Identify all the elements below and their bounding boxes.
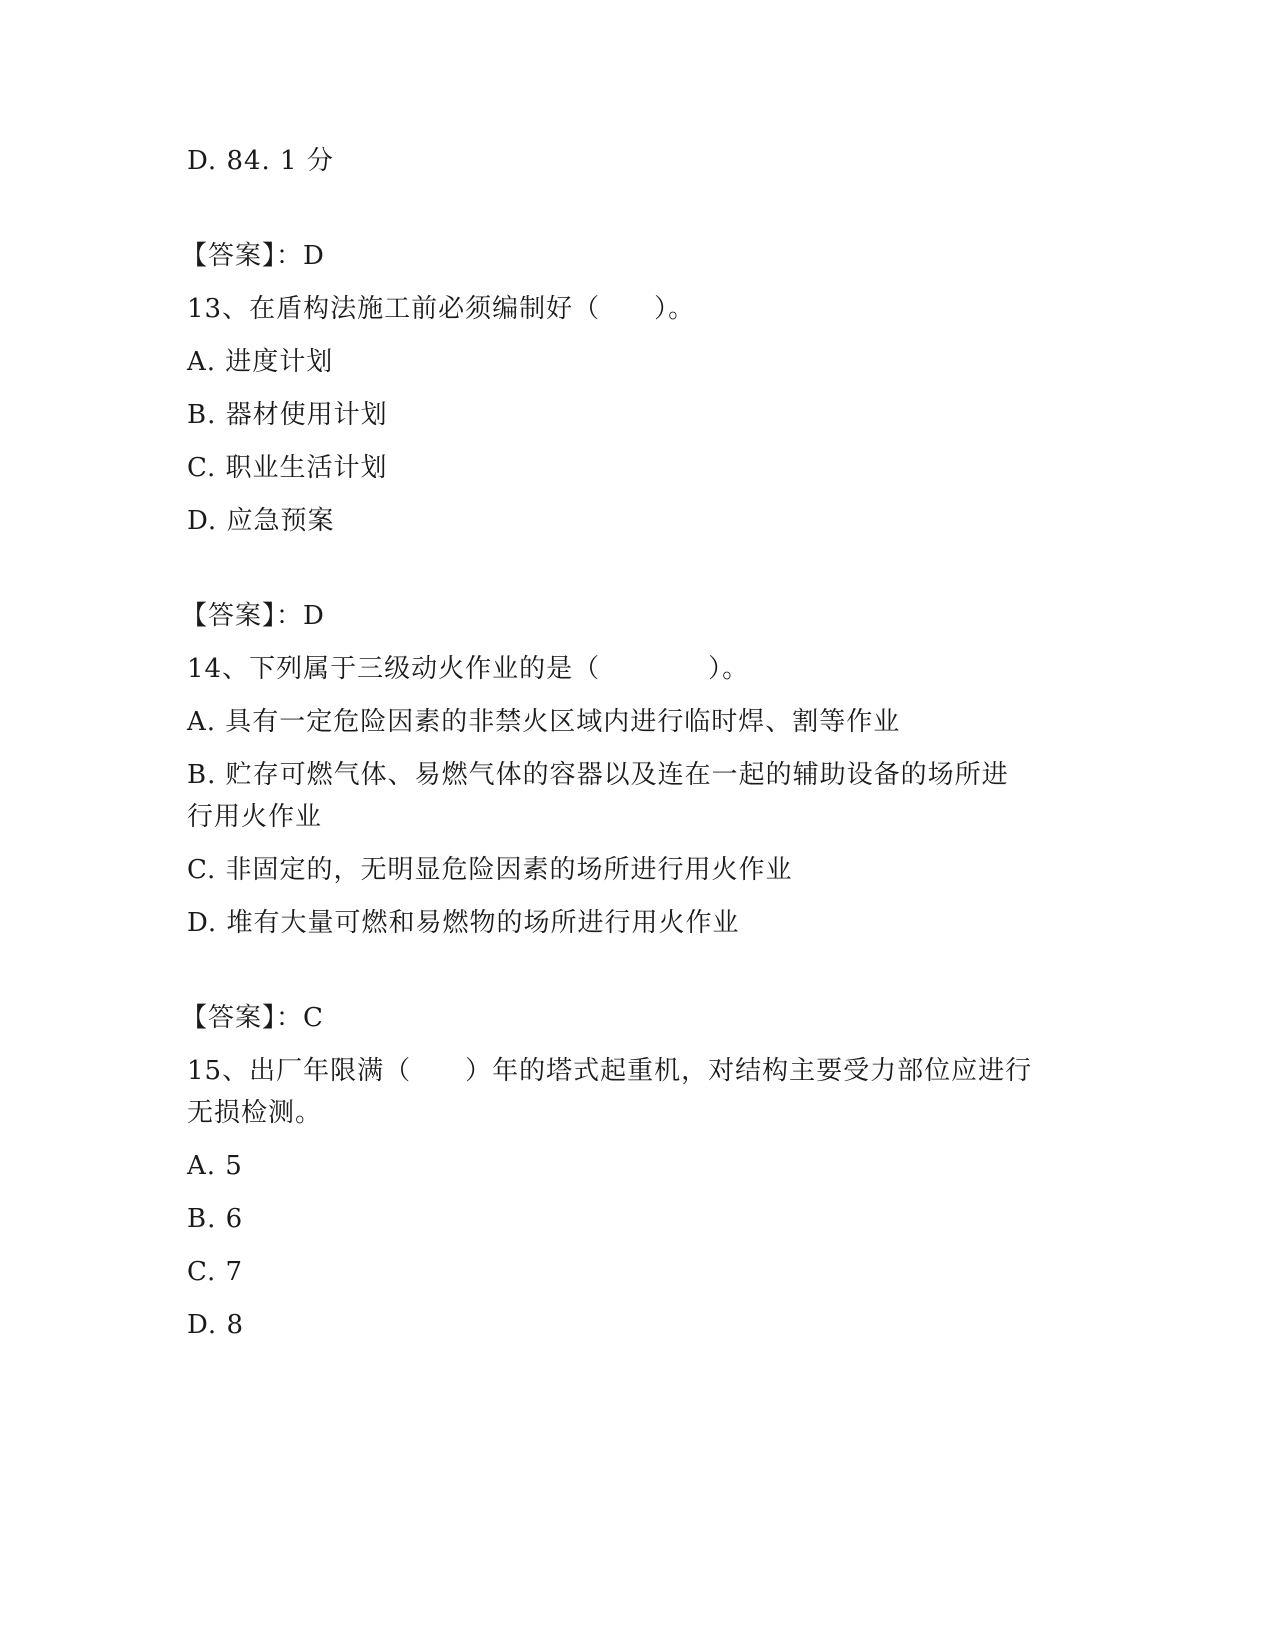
question-14-option-b: B. 贮存可燃气体、易燃气体的容器以及连在一起的辅助设备的场所进 [187,760,1009,790]
question-15-stem-cont: 无损检测。 [187,1098,323,1128]
question-13-option-d: D. 应急预案 [187,506,335,536]
question-15-option-d: D. 8 [187,1310,244,1340]
question-14-option-c: C. 非固定的，无明显危险因素的场所进行用火作业 [187,855,793,885]
question-15-option-b: B. 6 [187,1204,244,1234]
question-15-option-c: C. 7 [187,1257,244,1287]
question-14-stem: 14、下列属于三级动火作业的是（ ）。 [187,654,750,684]
question-13-option-a: A. 进度计划 [187,347,334,377]
question-13-stem: 13、在盾构法施工前必须编制好（ ）。 [187,294,696,324]
answer-q14: 【答案】：C [181,1003,324,1033]
question-14-option-d: D. 堆有大量可燃和易燃物的场所进行用火作业 [187,908,740,938]
answer-q12: 【答案】：D [181,241,325,271]
question-14-option-b-cont: 行用火作业 [187,802,323,832]
question-15-stem: 15、出厂年限满（ ）年的塔式起重机，对结构主要受力部位应进行 [187,1056,1033,1086]
question-14-option-a: A. 具有一定危险因素的非禁火区域内进行临时焊、割等作业 [187,707,901,737]
answer-q13: 【答案】：D [181,601,325,631]
question-15-option-a: A. 5 [187,1151,243,1181]
question-13-option-c: C. 职业生活计划 [187,453,388,483]
option-d-prev-question: D. 84. 1 分 [187,146,334,176]
question-13-option-b: B. 器材使用计划 [187,400,388,430]
